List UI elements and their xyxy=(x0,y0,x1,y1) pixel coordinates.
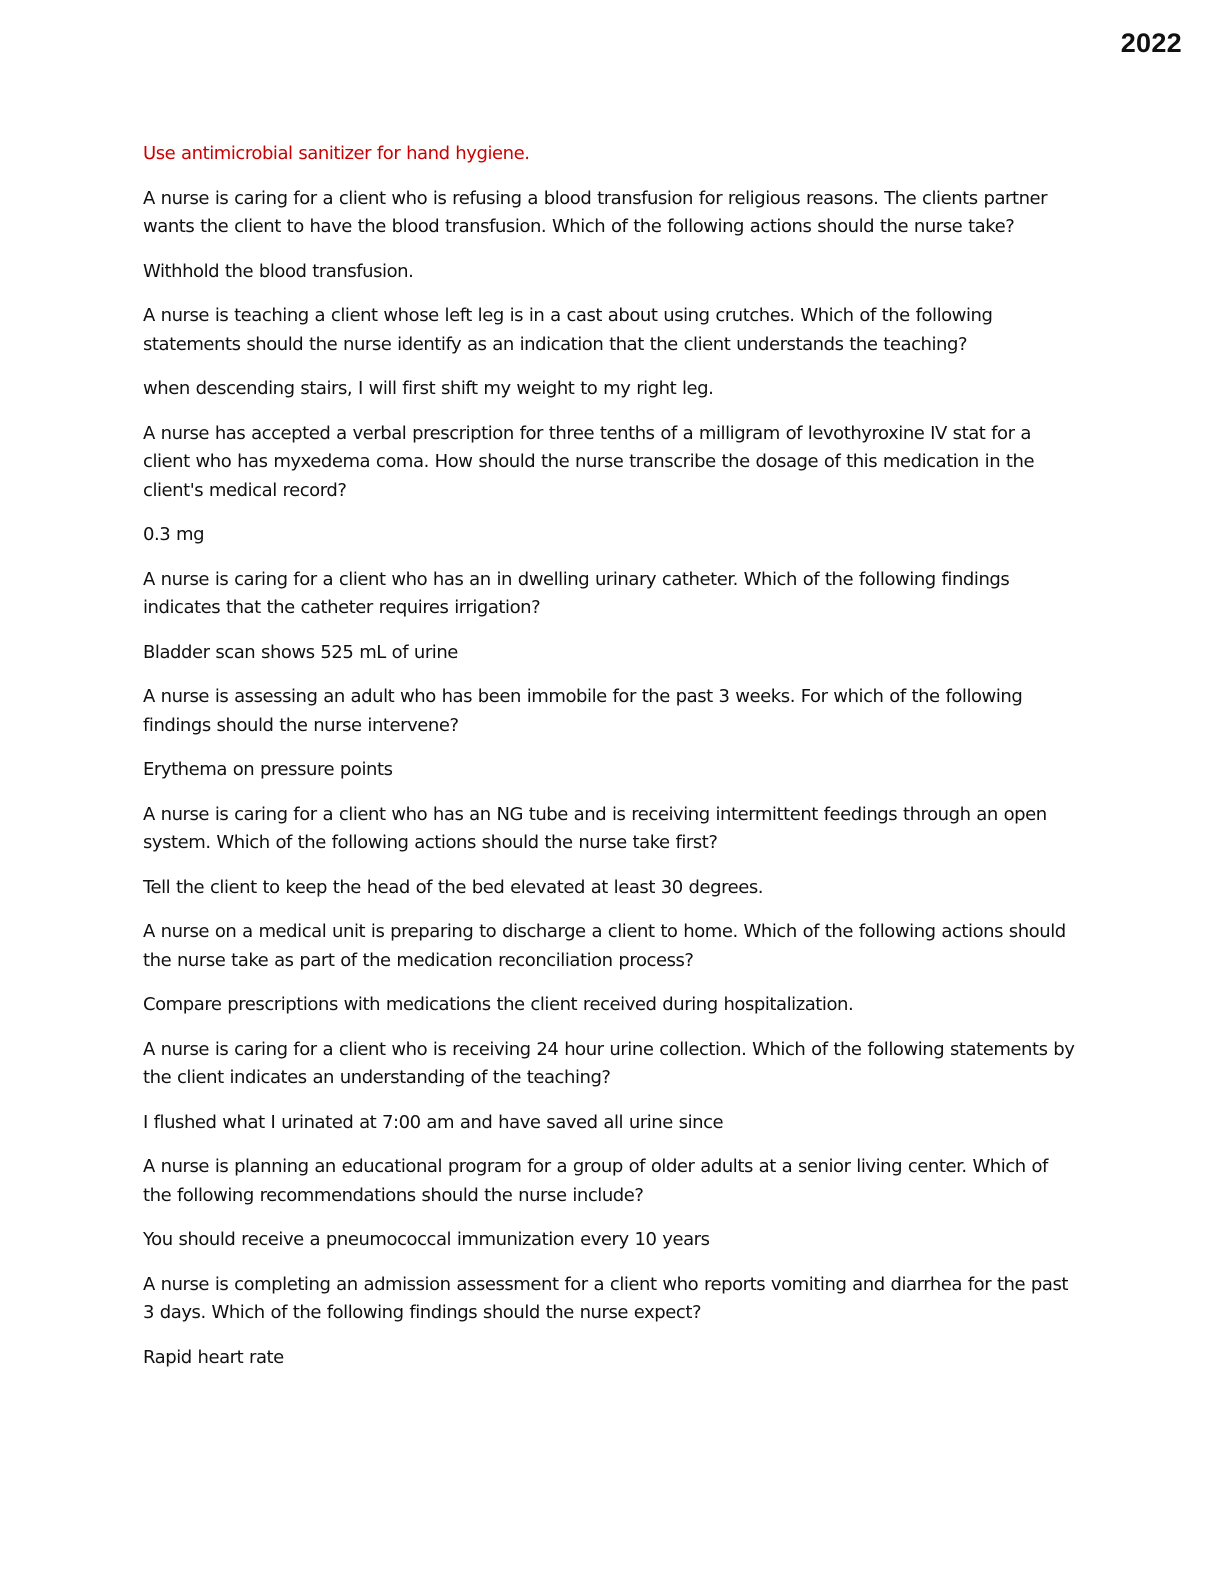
hand-hygiene-answer: Use antimicrobial sanitizer for hand hygiene. xyxy=(143,143,530,164)
answer-ng-tube: Tell the client to keep the head of the bed elevated at least 30 degrees. xyxy=(143,876,764,898)
answer-blood-transfusion: Withhold the blood transfusion. xyxy=(143,260,414,282)
question-immobile-adult: A nurse is assessing an adult who has been immobile for the past 3 weeks. For which of the following findings should the nurse intervene? xyxy=(143,686,1023,736)
question-medication-reconciliation: A nurse on a medical unit is preparing to discharge a client to home. Which of the following actions should the nurse take as part of the medication reconciliation process? xyxy=(143,921,1066,971)
question-crutches: A nurse is teaching a client whose left leg is in a cast about using crutches. Which of the following statements should the nurse identify as an indication that the client understands the teaching? xyxy=(143,305,993,355)
question-urine-collection: A nurse is caring for a client who is receiving 24 hour urine collection. Which of the following statements by the client indicates an understanding of the teaching? xyxy=(143,1038,1075,1088)
question-blood-transfusion: A nurse is caring for a client who is refusing a blood transfusion for religious reasons. The clients partner wants the client to have the blood transfusion. Which of the following actions should the nurse take? xyxy=(143,187,1048,237)
question-levothyroxine: A nurse has accepted a verbal prescription for three tenths of a milligram of levothyroxine IV stat for a client who has myxedema coma. How should the nurse transcribe the dosage of this medication in the client's medical record? xyxy=(143,422,1035,501)
answer-urine-collection: I flushed what I urinated at 7:00 am and have saved all urine since xyxy=(143,1111,724,1133)
question-vomiting-diarrhea: A nurse is completing an admission assessment for a client who reports vomiting and diarrhea for the past 3 days. Which of the following findings should the nurse expect? xyxy=(143,1273,1069,1323)
answer-crutches: when descending stairs, I will first shift my weight to my right leg. xyxy=(143,378,714,399)
document-body xyxy=(143,140,1078,1388)
question-urinary-catheter: A nurse is caring for a client who has an in dwelling urinary catheter. Which of the following findings indicates that the catheter requires irrigation? xyxy=(143,568,1010,618)
answer-medication-reconciliation: Compare prescriptions with medications the client received during hospitalization. xyxy=(143,994,854,1015)
answer-vomiting-diarrhea: Rapid heart rate xyxy=(143,1346,284,1368)
answer-urinary-catheter: Bladder scan shows 525 mL of urine xyxy=(143,641,458,663)
answer-immobile-adult: Erythema on pressure points xyxy=(143,759,393,780)
answer-older-adults-program: You should receive a pneumococcal immunization every 10 years xyxy=(143,1229,710,1250)
question-older-adults-program: A nurse is planning an educational program for a group of older adults at a senior living center. Which of the following recommendations should the nurse include? xyxy=(143,1156,1048,1206)
answer-levothyroxine: 0.3 mg xyxy=(143,524,205,545)
question-ng-tube: A nurse is caring for a client who has an NG tube and is receiving intermittent feedings through an open system. Which of the following actions should the nurse take first? xyxy=(143,803,1047,853)
page-header-year: 2022 xyxy=(1120,28,1182,58)
